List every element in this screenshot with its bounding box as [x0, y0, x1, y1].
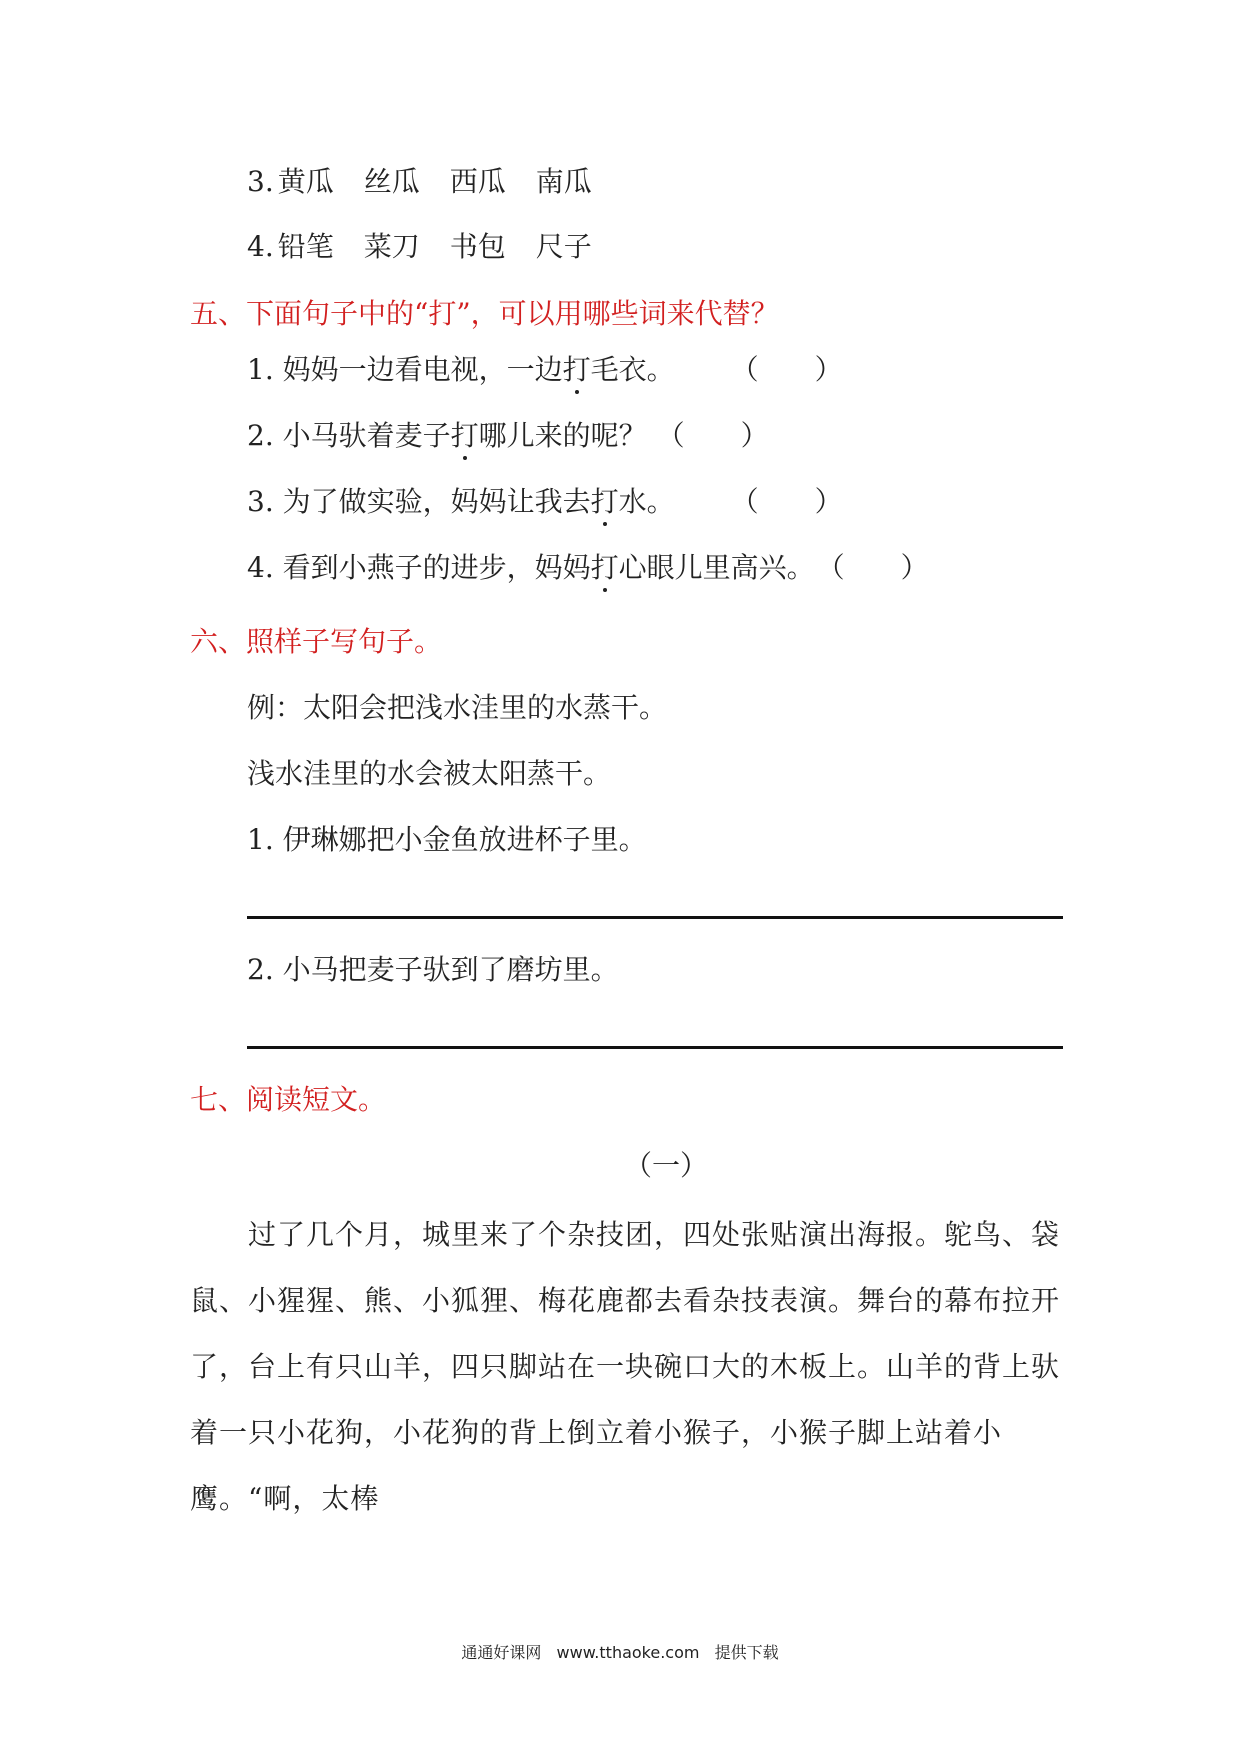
emphasized-character: 打	[590, 485, 619, 518]
question-5-1	[247, 352, 843, 388]
footer-url[interactable]: www.tthaoke.com	[556, 1643, 700, 1662]
example-sentence: 例：太阳会把浅水洼里的水蒸干。	[247, 691, 668, 724]
question-6-1: 1. 伊琳娜把小金鱼放进杯子里。	[247, 823, 647, 856]
answer-blank[interactable]: （ ）	[730, 485, 843, 518]
answer-line[interactable]	[247, 1046, 1063, 1049]
question-text: 3. 为了做实验，妈妈让我去	[247, 485, 591, 518]
item-number: 3.	[247, 165, 274, 198]
passage-label: （一）	[624, 1149, 709, 1182]
question-5-3	[247, 484, 843, 520]
word: 菜刀	[363, 230, 420, 263]
footer-site-name: 通通好课网	[461, 1643, 542, 1662]
word: 西瓜	[449, 165, 506, 198]
answer-blank[interactable]: （ ）	[730, 353, 843, 386]
question-text: 4. 看到小燕子的进步，妈妈	[247, 551, 591, 584]
section-heading-6: 六、照样子写句子。	[190, 625, 443, 658]
emphasized-character: 打	[450, 419, 479, 452]
question-text: 毛衣。	[590, 353, 675, 386]
word-group-4	[247, 229, 622, 265]
question-5-2	[247, 418, 769, 454]
word: 书包	[449, 230, 506, 263]
question-text: 水。	[618, 485, 675, 518]
word: 丝瓜	[363, 165, 420, 198]
footer-suffix: 提供下载	[714, 1643, 779, 1662]
question-text: 1. 妈妈一边看电视，一边	[247, 353, 563, 386]
item-number: 4.	[247, 230, 274, 263]
section-heading-5: 五、下面句子中的“打”，可以用哪些词来代替？	[190, 297, 779, 330]
answer-blank[interactable]: （ ）	[816, 551, 929, 584]
question-6-2: 2. 小马把麦子驮到了磨坊里。	[247, 953, 619, 986]
example-answer: 浅水洼里的水会被太阳蒸干。	[247, 757, 612, 790]
section-heading-7: 七、阅读短文。	[190, 1083, 387, 1116]
question-5-4	[247, 550, 929, 586]
word-group-3	[247, 164, 622, 200]
emphasized-character: 打	[590, 551, 619, 584]
emphasized-character: 打	[562, 353, 591, 386]
question-text: 2. 小马驮着麦子	[247, 419, 451, 452]
word: 铅笔	[277, 230, 334, 263]
question-text: 心眼儿里高兴。	[618, 551, 815, 584]
question-text: 哪儿来的呢？	[478, 419, 647, 452]
word: 黄瓜	[277, 165, 334, 198]
word: 尺子	[535, 230, 592, 263]
answer-blank[interactable]: （ ）	[656, 419, 769, 452]
page-footer	[0, 1640, 1240, 1663]
answer-line[interactable]	[247, 916, 1063, 919]
reading-passage: 过了几个月，城里来了个杂技团，四处张贴演出海报。鸵鸟、袋鼠、小猩猩、熊、小狐狸、梅花鹿都去看杂技表演。舞台的幕布拉开了，台上有只山羊，四只脚站在一块碗口大的木板上。山羊的背上驮着一只小花狗，小花狗的背上倒立着小猴子，小猴子脚上站着小鹰。“啊，太棒	[190, 1218, 1061, 1515]
word: 南瓜	[535, 165, 592, 198]
